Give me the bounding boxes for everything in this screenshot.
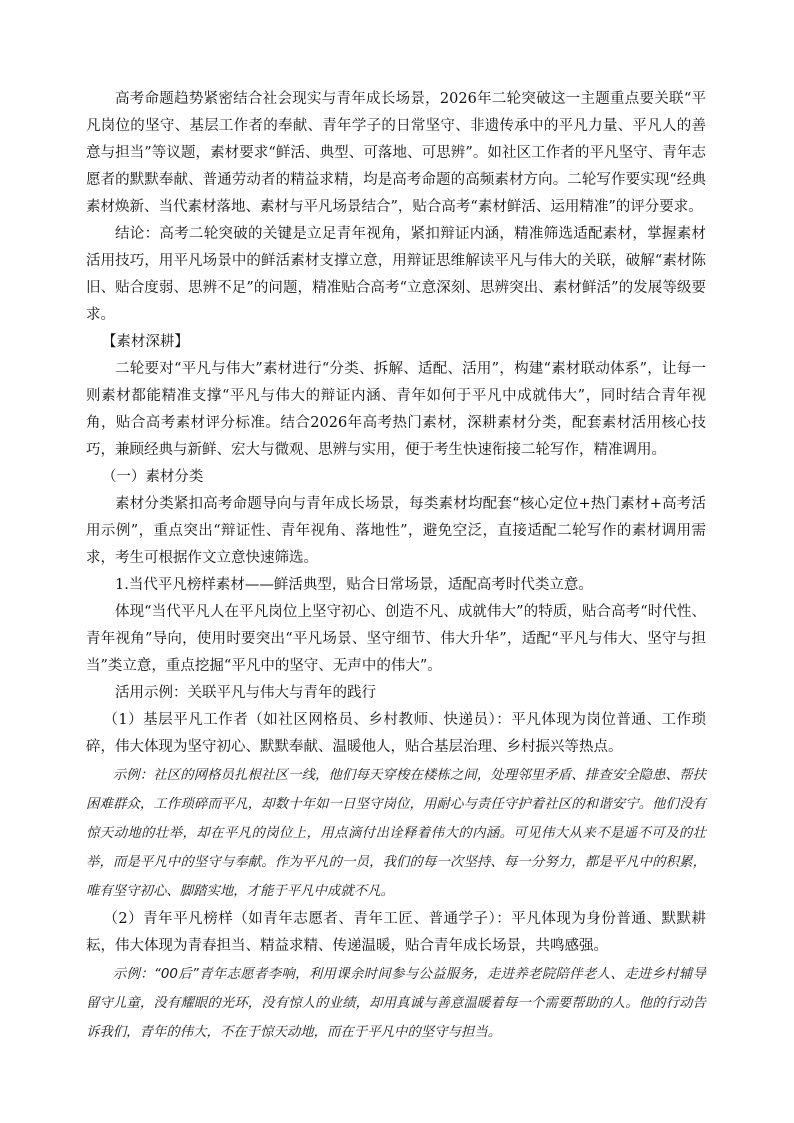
intro-paragraph: 高考命题趋势紧密结合社会现实与青年成长场景，2026年二轮突破这一主题重点要关联“平凡岗位的坚守、基层工作者的奉献、青年学子的日常坚守、非遗传承中的平凡力量、平凡人的善意与担当”等议题，素材要求“鲜活、典型、可落地、可思辨”。如社区工作者的平凡坚守、青年志愿者的默默奉献、普通劳动者的精益求精，均是高考命题的高频素材方向。二轮写作要实现“经典素材焕新、当代素材落地、素材与平凡场景结合”，贴合高考“素材鲜活、运用精准”的评分要求。: [86, 91, 706, 215]
section-title: 【素材深耕】: [101, 334, 189, 350]
conclusion-paragraph: 结论：高考二轮突破的关键是立足青年视角，紧扣辩证内涵，精准筛选适配素材，掌握素材活用技巧，用平凡场景中的鲜活素材支撑立意，用辩证思维解读平凡与伟大的关联，破解“素材陈旧、贴合度弱、思辨不足”的问题，精准贴合高考“立意深刻、思辨突出、素材鲜活”的发展等级要求。: [86, 226, 706, 323]
classification-paragraph: 素材分类紧扣高考命题导向与青年成长场景，每类素材均配套“核心定位+热门素材+高考活用示例”，重点突出“辩证性、青年视角、落地性”，避免空泛，直接适配二轮写作的素材调用需求，考生可根据作文立意快速筛选。: [86, 496, 706, 566]
subsection-title: （一）素材分类: [101, 469, 204, 485]
document-page: [86, 86, 706, 1047]
usage-example-label: 活用示例：关联平凡与伟大与青年的践行: [115, 685, 376, 701]
item1-description: 体现“当代平凡人在平凡岗位上坚守初心、创造不凡、成就伟大”的特质，贴合高考“时代性、青年视角”导向，使用时要突出“平凡场景、坚守细节、伟大升华”，适配“平凡与伟大、坚守与担当”类立意，重点挖掘“平凡中的坚守、无声中的伟大”。: [86, 604, 706, 674]
example-2: 示例：“00后”青年志愿者李响，利用课余时间参与公益服务，走进养老院陪伴老人、走进乡村辅导留守儿童，没有耀眼的光环，没有惊人的业绩，却用真诚与善意温暖着每一个需要帮助的人。他的行动告诉我们，青年的伟大，不在于惊天动地，而在于平凡中的坚守与担当。: [86, 967, 706, 1040]
item1-title: 1.当代平凡榜样素材——鲜活典型，贴合日常场景，适配高考时代类立意。: [115, 577, 593, 593]
youth-models-paragraph: （2）青年平凡榜样（如青年志愿者、青年工匠、普通学子）：平凡体现为身份普通、默默耕耘，伟大体现为青春担当、精益求精、传递温暖，贴合青年成长场景，共鸣感强。: [86, 911, 706, 954]
example-1: 示例：社区的网格员扎根社区一线，他们每天穿梭在楼栋之间，处理邻里矛盾、排查安全隐患、帮扶困难群众，工作琐碎而平凡，却数十年如一日坚守岗位，用耐心与责任守护着社区的和谐安宁。他们没有惊天动地的壮举，却在平凡的岗位上，用点滴付出诠释着伟大的内涵。可见伟大从来不是遥不可及的壮举，而是平凡中的坚守与奉献。作为平凡的一员，我们的每一次坚持、每一分努力，都是平凡中的积累，唯有坚守初心、脚踏实地，才能于平凡中成就不凡。: [86, 768, 706, 899]
material-intro-paragraph: 二轮要对“平凡与伟大”素材进行“分类、拆解、适配、活用”，构建“素材联动体系”，让每一则素材都能精准支撑“平凡与伟大的辩证内涵、青年如何于平凡中成就伟大”，同时结合青年视角，贴合高考素材评分标准。结合2026年高考热门素材，深耕素材分类，配套素材活用核心技巧，兼顾经典与新鲜、宏大与微观、思辨与实用，便于考生快速衔接二轮写作，精准调用。: [86, 361, 706, 458]
grassroots-workers-paragraph: （1）基层平凡工作者（如社区网格员、乡村教师、快递员）：平凡体现为岗位普通、工作琐碎，伟大体现为坚守初心、默默奉献、温暖他人，贴合基层治理、乡村振兴等热点。: [86, 712, 706, 755]
